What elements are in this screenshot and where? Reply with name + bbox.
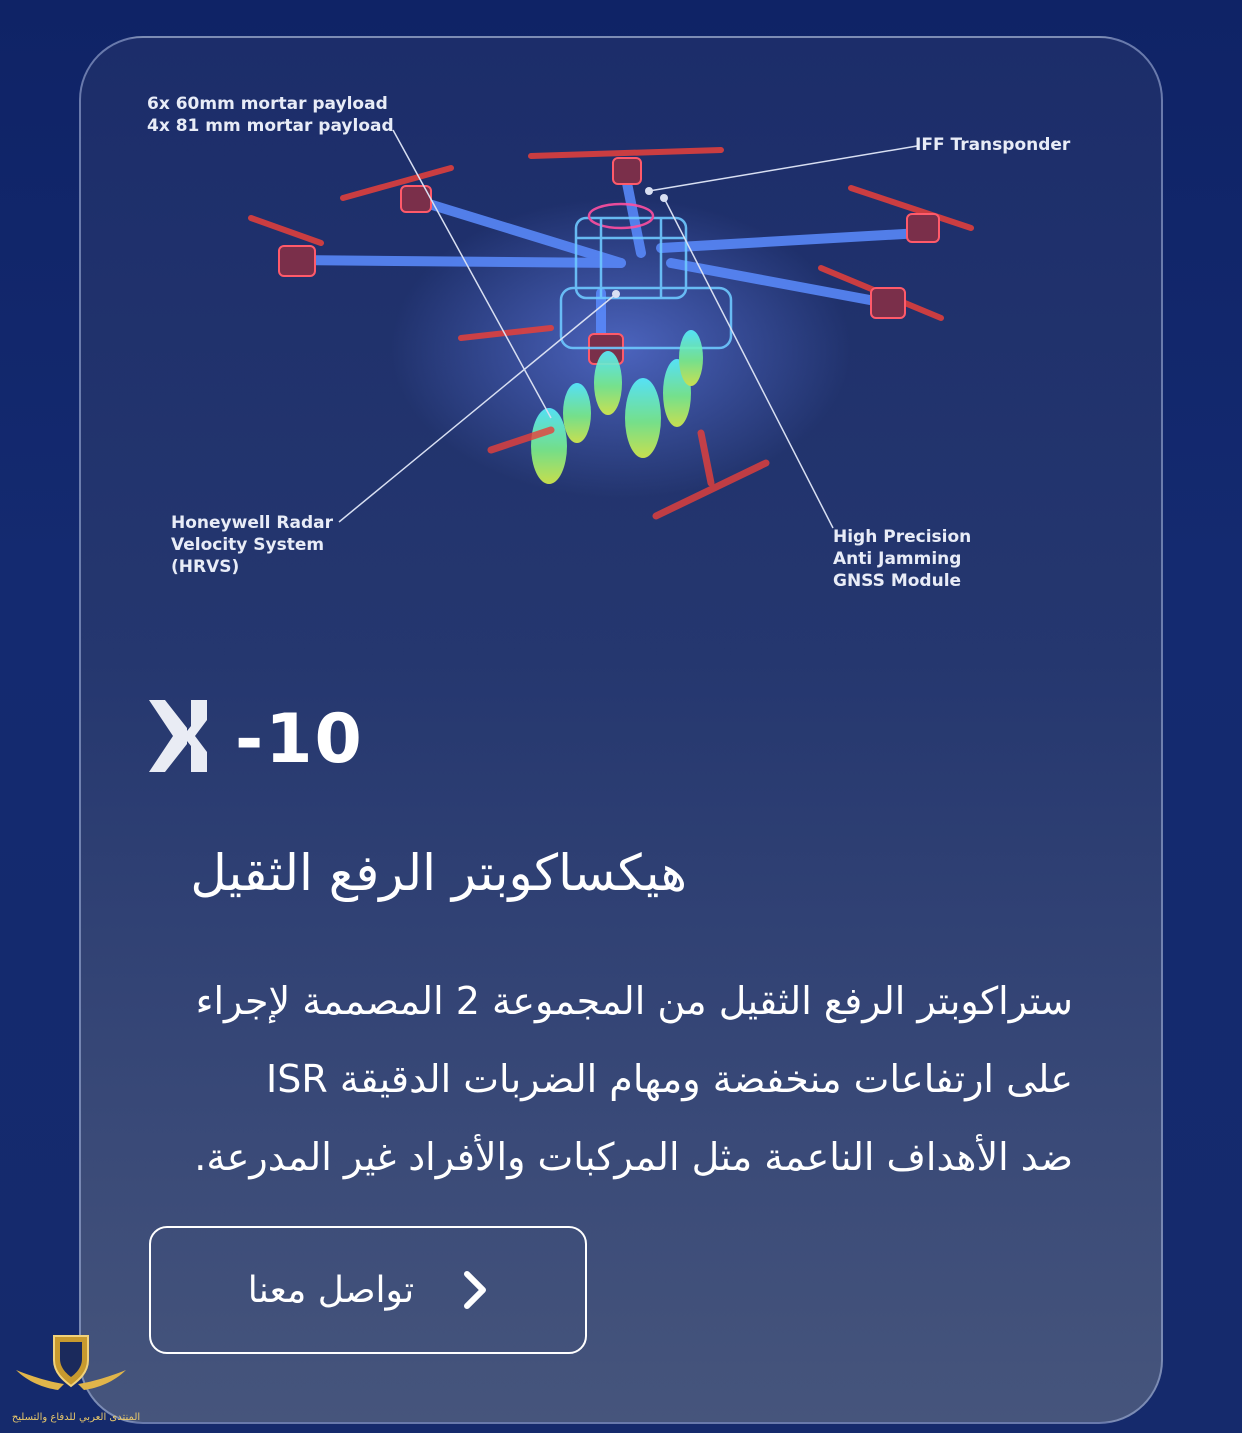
product-logo	[147, 698, 427, 774]
description-line: على ارتفاعات منخفضة ومهام الضربات الدقيقة ISR	[266, 1057, 1073, 1101]
shield-wings-emblem	[6, 1330, 136, 1414]
product-description	[143, 962, 1073, 1196]
contact-us-button[interactable]	[149, 1226, 587, 1354]
watermark	[6, 1330, 141, 1430]
description-line: ستراكوبتر الرفع الثقيل من المجموعة 2 المصممة لإجراء	[195, 979, 1073, 1023]
contact-us-label: تواصل معنا	[247, 1269, 415, 1311]
watermark-text: المنتدى العربي للدفاع والتسليح	[11, 1412, 141, 1423]
callout-radar: Honeywell Radar Velocity System (HRVS)	[171, 513, 334, 577]
callout-gnss: High Precision Anti Jamming GNSS Module	[833, 527, 972, 591]
callout-iff: IFF Transponder	[915, 135, 1071, 155]
chevron-right-icon	[462, 1270, 488, 1310]
product-title: هيكساكوبتر الرفع الثقيل	[190, 844, 687, 902]
product-card	[79, 36, 1163, 1424]
description-line: ضد الأهداف الناعمة مثل المركبات والأفراد غير المدرعة.	[194, 1135, 1073, 1179]
callout-payload: 6x 60mm mortar payload 4x 81 mm mortar payload	[147, 94, 394, 136]
x-mark-logo	[149, 700, 207, 772]
logo-number: -10	[235, 700, 364, 774]
